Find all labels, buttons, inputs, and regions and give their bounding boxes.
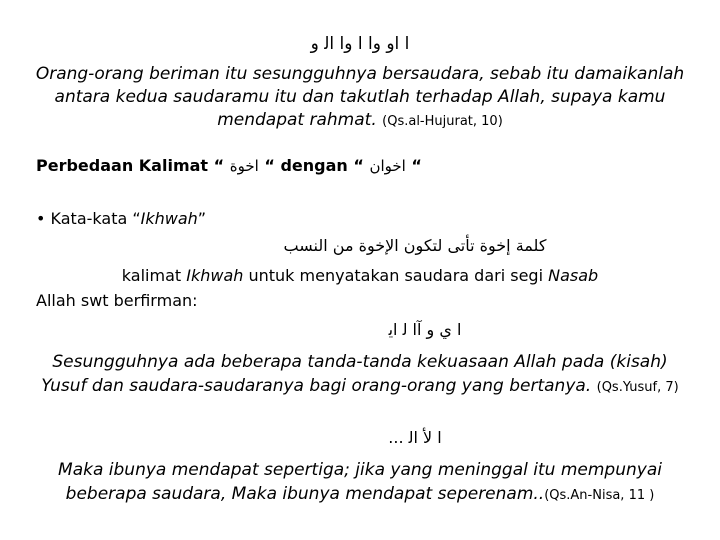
- verse3-translation-line1: Maka ibunya mendapat sepertiga; jika yang meninggal itu mempunyai: [58, 460, 662, 480]
- verse1-translation-line2: antara kedua saudaramu itu dan takutlah terhadap Allah, supaya kamu: [54, 87, 666, 107]
- verse2-citation: (Qs.Yusuf, 7): [596, 380, 679, 395]
- definition-before: kalimat: [121, 266, 187, 285]
- verse1-arabic: ا او وا ا وا اﻟ و: [310, 34, 410, 54]
- definition-term-nasab: Nasab: [548, 266, 599, 285]
- verse2-translation-line1: Sesungguhnya ada beberapa tanda-tanda kekuasaan Allah pada (kisah): [52, 352, 668, 372]
- arabic-definition: كلمة إخوة تأتى لتكون الإخوة من النسب: [283, 236, 547, 255]
- verse3-arabic: ا لأ اﻟ ...: [388, 428, 442, 447]
- definition-middle: untuk menyatakan saudara dari segi: [243, 266, 549, 285]
- verse1-citation: (Qs.al-Hujurat, 10): [382, 114, 503, 129]
- bullet-item: [36, 209, 716, 228]
- section-heading: [36, 156, 716, 175]
- verse1-translation-line3: [0, 110, 720, 130]
- verse3-translation-line2: [0, 484, 720, 504]
- bullet-text-before: Kata-kata “: [50, 209, 141, 228]
- definition-term: Ikhwah: [186, 266, 244, 285]
- heading-word-ikhwah: اخوة: [229, 157, 259, 175]
- verse1-translation-line1: Orang-orang beriman itu sesungguhnya bersaudara, sebab itu damaikanlah: [35, 64, 685, 84]
- bullet-term: Ikhwah: [140, 209, 198, 228]
- verse3-translation-text: beberapa saudara, Maka ibunya mendapat seperenam..: [65, 484, 545, 504]
- intro-text: Allah swt berfirman:: [36, 291, 198, 310]
- heading-suffix: “: [411, 156, 422, 175]
- heading-prefix: Perbedaan Kalimat “: [36, 156, 225, 175]
- verse2-arabic: ا ي و آا ﻟ اﻳ: [388, 320, 462, 339]
- verse2-translation-line2: [0, 376, 720, 396]
- bullet-marker: •: [36, 209, 46, 228]
- verse2-translation-text: Yusuf dan saudara-saudaranya bagi orang-orang yang bertanya.: [41, 376, 592, 396]
- heading-word-ikhwan: اخوان: [369, 157, 406, 175]
- verse3-citation: (Qs.An-Nisa, 11 ): [544, 488, 655, 503]
- bullet-text-after: ”: [197, 209, 207, 228]
- heading-middle: “ dengan “: [264, 156, 364, 175]
- definition-line: [0, 266, 720, 285]
- verse1-translation-text: mendapat rahmat.: [217, 110, 377, 130]
